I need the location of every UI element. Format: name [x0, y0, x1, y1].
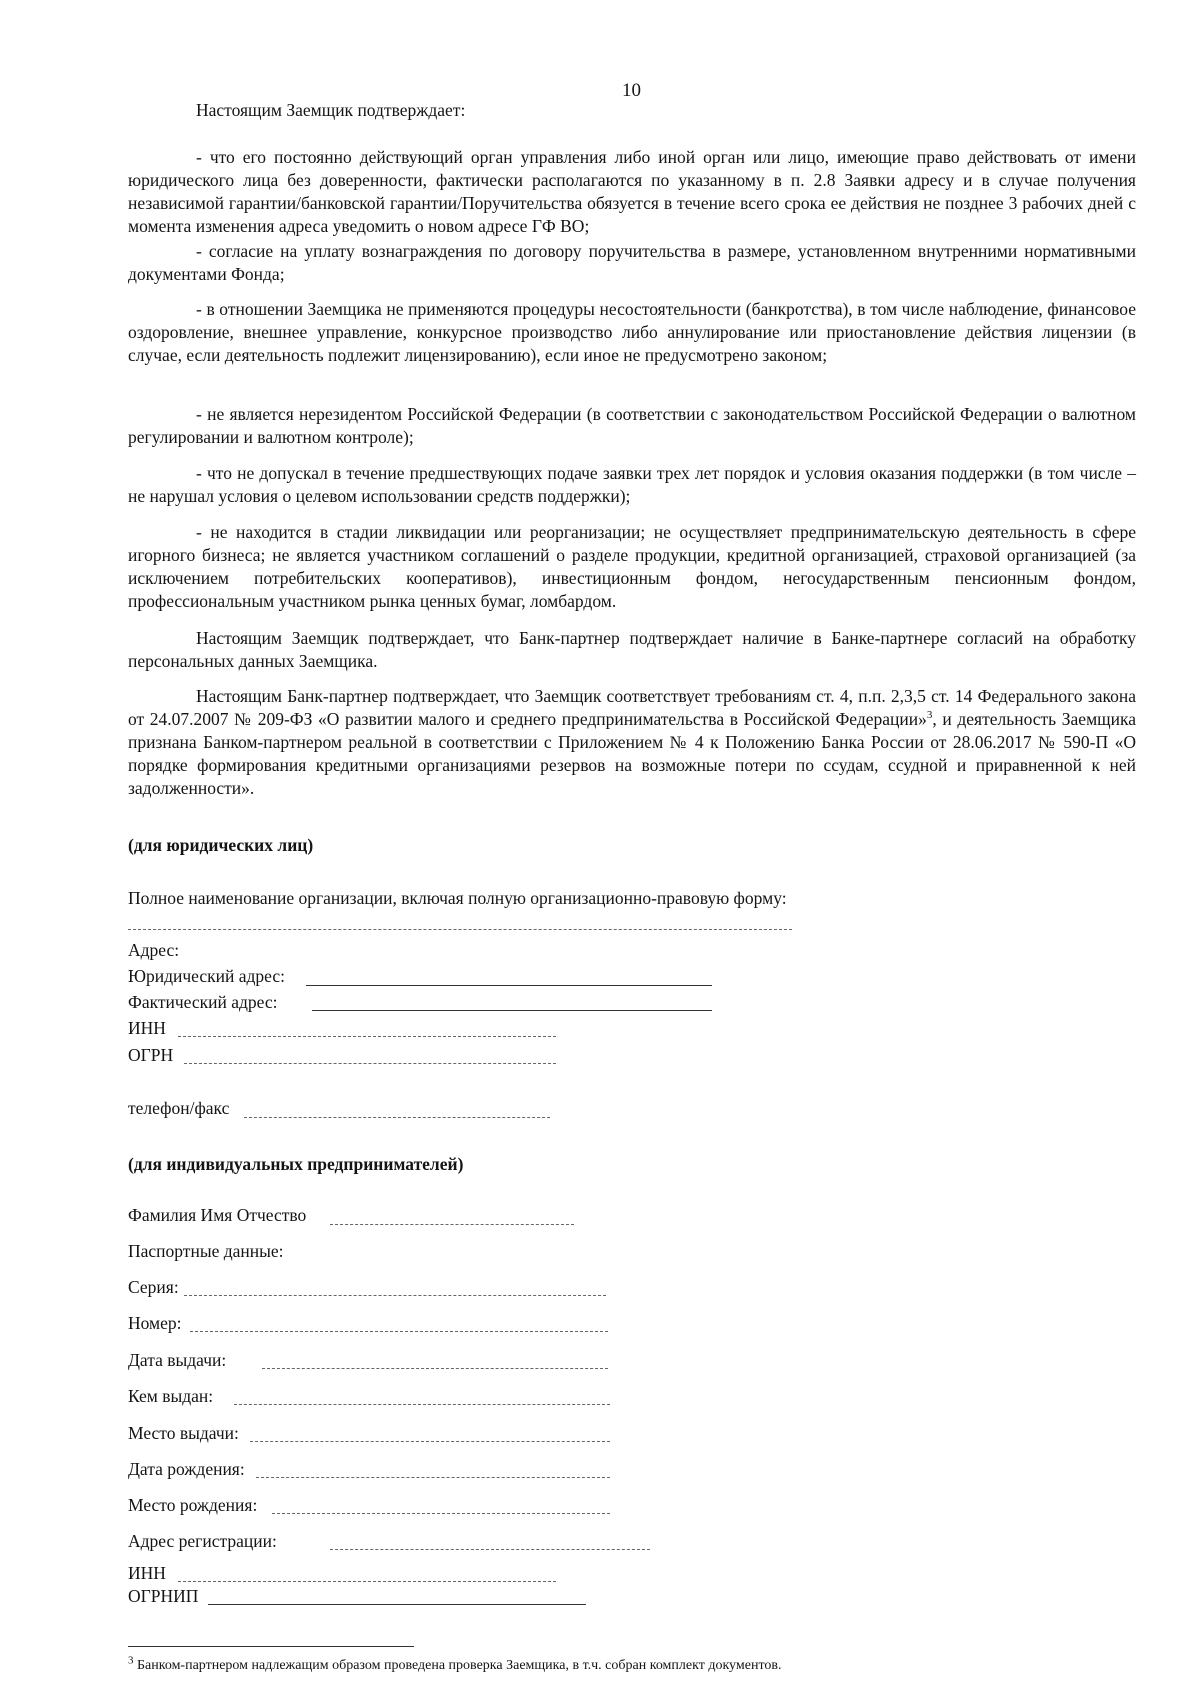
ip-inn-label: ИНН	[128, 1563, 166, 1583]
ogrnip-label: ОГРНИП	[128, 1586, 199, 1606]
ogrn-field[interactable]	[184, 1063, 556, 1064]
fio-label: Фамилия Имя Отчество	[128, 1205, 307, 1225]
phone-label: телефон/факс	[128, 1098, 230, 1118]
intro-text: Настоящим Заемщик подтверждает:	[196, 100, 466, 120]
ip-inn-field[interactable]	[178, 1581, 556, 1582]
number-label: Номер:	[128, 1313, 182, 1333]
paragraph-text	[128, 685, 1136, 800]
actual-address-label: Фактический адрес:	[128, 992, 278, 1012]
birth-place-field[interactable]	[272, 1513, 610, 1514]
footnote-number: 3	[128, 1654, 134, 1667]
paragraph-5	[128, 462, 1136, 508]
paragraph-text: - не находится в стадии ликвидации или реорганизации; не осуществляет предпринимательскую деятельность в сфере игорного бизнеса; не является участником соглашений о разделе продукции, кредитной организацией, страховой организацией (за исключением потребительских кооперативов), инвестиционным фондом, негосударственным пенсионным фондом, профессиональным участником рынка ценных бумаг, ломбардом.	[128, 522, 1136, 611]
legal-address-label: Юридический адрес:	[128, 966, 286, 986]
actual-address-field[interactable]	[312, 1010, 712, 1011]
legal-entity-heading: (для юридических лиц)	[128, 835, 314, 855]
issue-place-field[interactable]	[250, 1441, 610, 1442]
inn-label: ИНН	[128, 1018, 166, 1038]
series-label: Серия:	[128, 1277, 179, 1297]
bank-paragraph	[128, 685, 1136, 800]
series-field[interactable]	[184, 1295, 606, 1296]
paragraph-7	[128, 627, 1136, 673]
address-label: Адрес:	[128, 940, 180, 960]
paragraph-text: - в отношении Заемщика не применяются процедуры несостоятельности (банкротства), в том числе наблюдение, финансовое оздоровление, внешнее управление, конкурсное производство либо аннулирование или приостановление действия лицензии (в случае, если деятельность подлежит лицензированию), если иное не предусмотрено законом;	[128, 299, 1136, 365]
bank-paragraph-part1: Настоящим Банк-партнер подтверждает, что Заемщик соответствует требованиям ст. 4, п.п. 2,3,5 ст. 14 Федерального закона от 24.07.2007 № 209-ФЗ «О развитии малого и среднего предпринимательства в Российской Федерации»	[128, 686, 1136, 729]
paragraph-text: - что не допускал в течение предшествующих подаче заявки трех лет порядок и условия оказания поддержки (в том числе – не нарушал условия о целевом использовании средств поддержки);	[128, 463, 1136, 506]
issued-by-field[interactable]	[234, 1404, 610, 1405]
paragraph-6	[128, 521, 1136, 613]
full-name-field[interactable]	[128, 929, 792, 930]
birth-date-label: Дата рождения:	[128, 1459, 245, 1479]
individual-heading: (для индивидуальных предпринимателей)	[128, 1154, 464, 1174]
paragraph-text: Настоящим Заемщик подтверждает, что Банк-партнер подтверждает наличие в Банке-партнере согласий на обработку персональных данных Заемщика.	[128, 628, 1136, 671]
passport-label: Паспортные данные:	[128, 1241, 284, 1261]
phone-field[interactable]	[244, 1117, 550, 1118]
ogrnip-field[interactable]	[208, 1604, 586, 1605]
reg-address-label: Адрес регистрации:	[128, 1531, 277, 1551]
ogrn-label: ОГРН	[128, 1045, 174, 1065]
footnote-text: Банком-партнером надлежащим образом проведена проверка Заемщика, в т.ч. собран комплект документов.	[137, 1658, 782, 1673]
full-name-label: Полное наименование организации, включая полную организационно-правовую форму:	[128, 888, 787, 908]
paragraph-2	[128, 240, 1136, 286]
issue-date-label: Дата выдачи:	[128, 1350, 227, 1370]
paragraph-text: - что его постоянно действующий орган управления либо иной орган или лицо, имеющие право действовать от имени юридического лица без доверенности, фактически располагаются по указанному в п. 2.8 Заявки адресу и в случае получения независимой гарантии/банковской гарантии/Поручительства обязуется в течение всего срока ее действия не позднее 3 рабочих дней с момента изменения адреса уведомить о новом адресе ГФ ВО;	[128, 147, 1136, 236]
issue-place-label: Место выдачи:	[128, 1423, 239, 1443]
page-number: 10	[622, 80, 641, 101]
bank-paragraph-part2: , и деятельность Заемщика признана Банком-партнером реальной в соответствии с Приложением № 4 к Положению Банка России от 28.06.2017 № 590-П «О порядке формирования кредитными организациями резервов на возможные потери по ссудам, ссудной и приравненной к ней задолженности».	[128, 709, 1136, 798]
reg-address-field[interactable]	[330, 1549, 650, 1550]
birth-date-field[interactable]	[256, 1477, 610, 1478]
birth-place-label: Место рождения:	[128, 1495, 258, 1515]
paragraph-text: - не является нерезидентом Российской Федерации (в соответствии с законодательством Российской Федерации о валютном регулировании и валютном контроле);	[128, 404, 1136, 447]
inn-field[interactable]	[178, 1036, 556, 1037]
issue-date-field[interactable]	[262, 1368, 608, 1369]
fio-field[interactable]	[330, 1224, 574, 1225]
paragraph-3	[128, 298, 1136, 367]
footnote-mark: 3	[926, 709, 933, 722]
legal-address-field[interactable]	[306, 985, 712, 986]
paragraph-4	[128, 403, 1136, 449]
number-field[interactable]	[190, 1331, 608, 1332]
paragraph-text: - согласие на уплату вознаграждения по договору поручительства в размере, установленном внутренними нормативными документами Фонда;	[128, 241, 1136, 284]
issued-by-label: Кем выдан:	[128, 1386, 214, 1406]
paragraph-1	[128, 146, 1136, 238]
footnote	[128, 1654, 782, 1674]
footnote-separator	[128, 1646, 414, 1647]
